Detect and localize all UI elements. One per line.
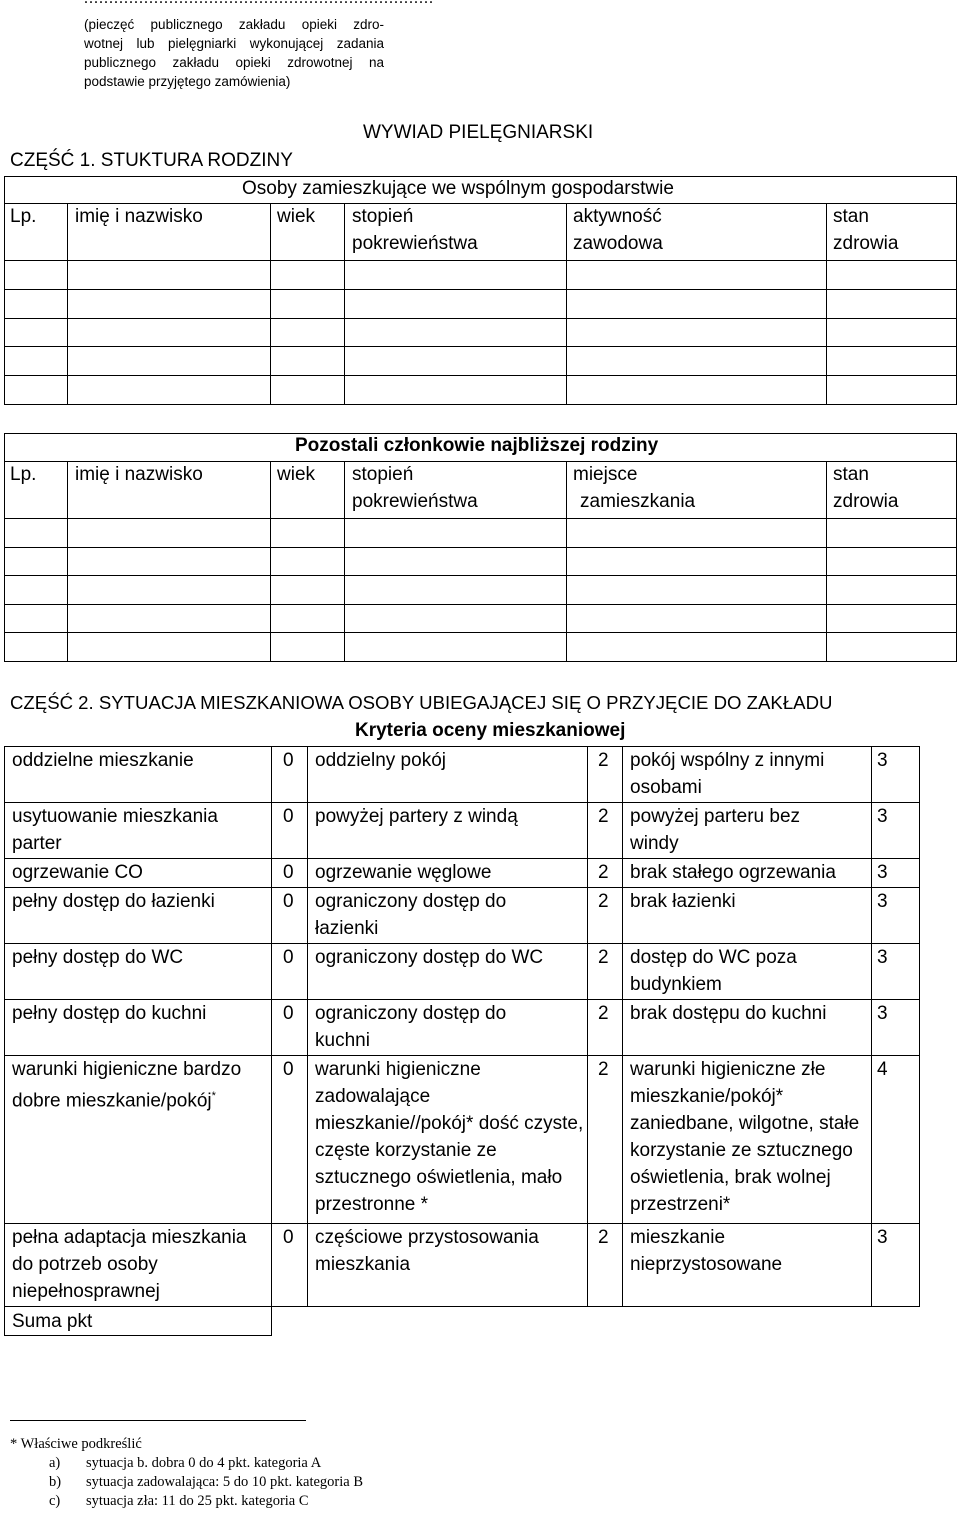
- col-occupation: aktywność: [573, 206, 662, 227]
- col-health: stan: [833, 206, 869, 227]
- part1-heading: CZĘŚĆ 1. STUKTURA RODZINY: [10, 150, 293, 171]
- points: 0: [283, 1227, 294, 1248]
- col-health-2: zdrowia: [833, 491, 899, 512]
- criterion-best: ogrzewanie CO: [12, 862, 143, 883]
- points: 0: [283, 947, 294, 968]
- col-relation-2: pokrewieństwa: [352, 491, 478, 512]
- criterion-worst: mieszkanie nieprzystosowane: [630, 1227, 783, 1275]
- points: 3: [877, 806, 888, 827]
- criterion-best: usytuowanie mieszkania parter: [12, 806, 218, 854]
- criterion-best: pełny dostęp do łazienki: [12, 891, 215, 912]
- col-name: imię i nazwisko: [75, 206, 203, 227]
- criterion-medium: ograniczony dostęp do łazienki: [315, 891, 507, 939]
- stamp-line: publicznego zakładu opieki zdrowotnej na: [84, 55, 384, 70]
- points: 0: [283, 750, 294, 771]
- criterion-worst: dostęp do WC poza budynkiem: [630, 947, 797, 995]
- col-relation: stopień: [352, 206, 414, 227]
- part2-heading: CZĘŚĆ 2. SYTUACJA MIESZKANIOWA OSOBY UBIEGAJĄCEJ SIĘ O PRZYJĘCIE DO ZAKŁADU: [10, 692, 833, 713]
- col-age: wiek: [277, 206, 316, 227]
- criterion-worst: powyżej parteru bez windy: [630, 806, 801, 854]
- points: 0: [283, 806, 294, 827]
- points: 2: [598, 806, 609, 827]
- table2-title: Pozostali członkowie najbliższej rodziny: [295, 435, 659, 456]
- criterion-worst: brak dostępu do kuchni: [630, 1003, 827, 1024]
- col-lp: Lp.: [10, 206, 37, 227]
- col-relation-2: pokrewieństwa: [352, 233, 478, 254]
- housing-table-title: Kryteria oceny mieszkaniowej: [355, 720, 626, 741]
- footnote-item: sytuacja zadowalająca: 5 do 10 pkt. kategoria B: [86, 1474, 364, 1490]
- footnote-rule: [10, 1420, 306, 1421]
- criterion-best: pełny dostęp do kuchni: [12, 1003, 207, 1024]
- footnote-marker: b): [49, 1474, 62, 1490]
- footnote-marker: c): [49, 1493, 61, 1509]
- points: 2: [598, 891, 609, 912]
- criterion-best: oddzielne mieszkanie: [12, 750, 194, 771]
- criterion-medium: częściowe przystosowania mieszkania: [315, 1227, 539, 1275]
- points: 3: [877, 947, 888, 968]
- points: 0: [283, 891, 294, 912]
- points: 2: [598, 1227, 609, 1248]
- col-lp: Lp.: [10, 464, 37, 485]
- points: 2: [598, 1003, 609, 1024]
- footnote-item: sytuacja zła: 11 do 25 pkt. kategoria C: [86, 1493, 309, 1509]
- criterion-medium: ograniczony dostęp do kuchni: [315, 1003, 507, 1051]
- col-residence-2: zamieszkania: [580, 491, 696, 512]
- stamp-line: podstawie przyjętego zamówienia): [84, 74, 291, 89]
- criterion-medium: powyżej partery z windą: [315, 806, 518, 827]
- col-age: wiek: [277, 464, 316, 485]
- col-name: imię i nazwisko: [75, 464, 203, 485]
- criterion-worst: brak łazienki: [630, 891, 736, 912]
- footnote-mark: *: [211, 1090, 216, 1102]
- stamp-caption: [84, 15, 384, 91]
- points: 3: [877, 1003, 888, 1024]
- signature-dots: [84, 0, 434, 8]
- points: 2: [598, 1059, 609, 1080]
- points: 4: [877, 1059, 888, 1080]
- footnote-title: * Właściwe podkreślić: [10, 1436, 142, 1452]
- criterion-medium: ograniczony dostęp do WC: [315, 947, 544, 968]
- points: 3: [877, 862, 888, 883]
- criterion-worst: warunki higieniczne złe mieszkanie/pokój* zaniedbane, wilgotne, stałe korzystanie ze sztucznego oświetlenia, brak wolnej przestrzeni*: [630, 1059, 860, 1215]
- criterion-medium: ogrzewanie węglowe: [315, 862, 492, 883]
- stamp-line: wotnej lub pielęgniarki wykonującej zadania: [84, 36, 384, 51]
- criterion-best: pełna adaptacja mieszkania do potrzeb osoby niepełnosprawnej: [12, 1227, 247, 1302]
- col-relation: stopień: [352, 464, 414, 485]
- table1-title: Osoby zamieszkujące we wspólnym gospodarstwie: [242, 178, 674, 199]
- points: 3: [877, 891, 888, 912]
- col-residence: miejsce: [573, 464, 638, 485]
- col-occupation-2: zawodowa: [573, 233, 663, 254]
- stamp-line: (pieczęć publicznego zakładu opieki zdro-: [84, 17, 384, 32]
- criterion-worst: brak stałego ogrzewania: [630, 862, 836, 883]
- points: 0: [283, 1003, 294, 1024]
- sum-label: Suma pkt: [12, 1311, 93, 1332]
- footnote-item: sytuacja b. dobra 0 do 4 pkt. kategoria A: [86, 1455, 322, 1471]
- criterion-medium: warunki higieniczne zadowalające mieszkanie//pokój* dość czyste, częste korzystanie ze sztucznego oświetlenia, mało przestronne *: [315, 1059, 584, 1215]
- points: 2: [598, 947, 609, 968]
- points: 3: [877, 1227, 888, 1248]
- criterion-best: pełny dostęp do WC: [12, 947, 184, 968]
- criterion-worst: pokój wspólny z innymi osobami: [630, 750, 825, 798]
- page-title: WYWIAD PIELĘGNIARSKI: [363, 122, 594, 143]
- points: 0: [283, 862, 294, 883]
- points: 2: [598, 750, 609, 771]
- criterion-text: warunki higieniczne bardzo dobre mieszkanie/pokój: [12, 1059, 242, 1112]
- points: 3: [877, 750, 888, 771]
- points: 2: [598, 862, 609, 883]
- criterion-best: [12, 1056, 270, 1114]
- criterion-medium: oddzielny pokój: [315, 750, 446, 771]
- points: 0: [283, 1059, 294, 1080]
- col-health-2: zdrowia: [833, 233, 899, 254]
- footnote-marker: a): [49, 1455, 61, 1471]
- col-health: stan: [833, 464, 869, 485]
